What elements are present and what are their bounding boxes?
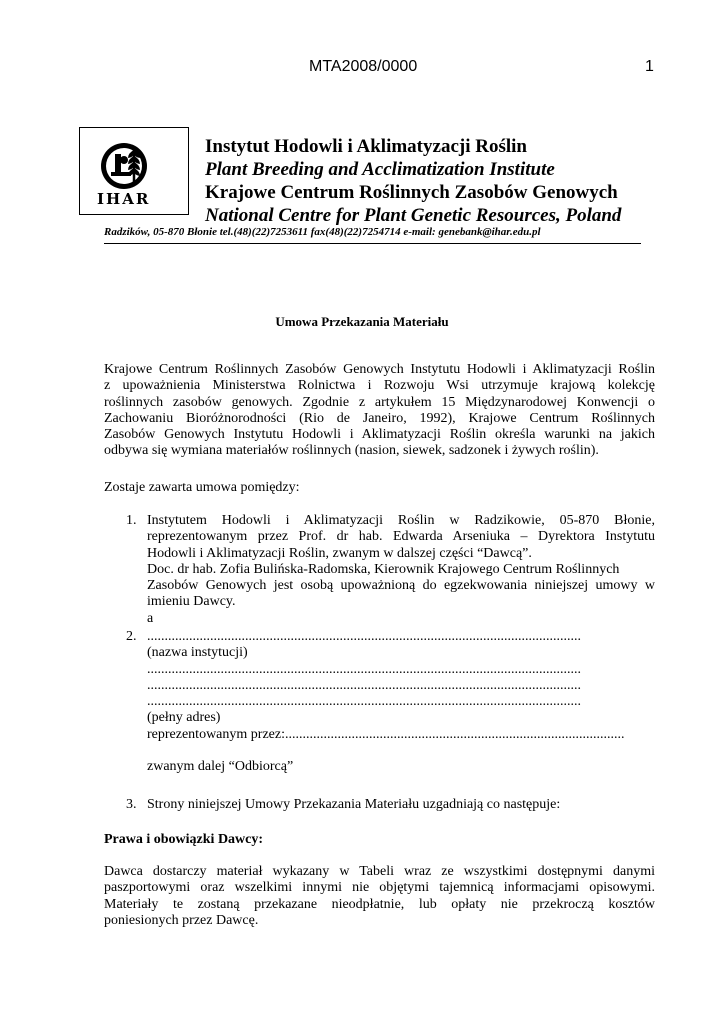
item-number-1: 1. [126,513,137,528]
conjunction: a [147,610,154,626]
address-blank-3: ............................................................................................................................ [147,694,581,710]
text-line: Zachowaniu Bioróżnorodności (Rio de Janeiro, 1992), Krajowe Centrum Roślinnych [104,410,655,426]
text-line: poniesionych przez Dawcę. [104,912,259,928]
intro-paragraph [104,362,655,460]
text-line: Hodowli i Aklimatyzacji Roślin, zwanym w dalszej części “Dawcą”. [147,545,532,561]
document-reference: MTA2008/0000 [309,58,418,75]
wheat-microscope-icon [94,138,176,208]
text-line: Krajowe Centrum Roślinnych Zasobów Genowych Instytutu Hodowli i Aklimatyzacji Roślin [104,362,655,377]
contact-line: Radzików, 05-870 Błonie tel.(48)(22)7253611 fax(48)(22)7254714 e-mail: genebank@ihar.edu.pl [104,226,541,238]
text-line: odbywa się wymiana materiałów roślinnych (nasion, siewek, sadzonek i żywych roślin). [104,443,599,459]
institute-name-en: Plant Breeding and Acclimatization Institute [205,159,555,180]
institution-label: (nazwa instytucji) [147,645,248,661]
centre-name-en: National Centre for Plant Genetic Resources, Poland [205,205,622,226]
text-line: Doc. dr hab. Zofia Bulińska-Radomska, Kierownik Krajowego Centrum Roślinnych [147,561,620,577]
agreement-intro: Zostaje zawarta umowa pomiędzy: [104,480,300,495]
centre-name-pl: Krajowe Centrum Roślinnych Zasobów Genowych [205,182,618,203]
text-line: z upoważnienia Ministerstwa Rolnictwa i Rozwoju Wsi utrzymuje krajową kolekcję [104,378,655,394]
text-line: imieniu Dawcy. [147,594,236,610]
institute-name-pl: Instytut Hodowli i Aklimatyzacji Roślin [205,136,527,157]
recipient-label: zwanym dalej “Odbiorcą” [147,759,294,775]
item-2-text [147,629,655,775]
donor-paragraph [104,864,655,929]
ihar-logo [79,127,189,215]
text-line: Materiały te zostaną przekazane nieodpłatnie, lub opłaty nie przekroczą kosztów [104,896,655,912]
donor-section-heading: Prawa i obowiązki Dawcy: [104,832,264,847]
item-number-2: 2. [126,629,137,644]
text-line: Zasobów Genowych jest osobą upoważnioną do egzekwowania niniejszej umowy w [147,578,655,594]
logo-text: IHAR [97,190,151,208]
document-title: Umowa Przekazania Materiału [275,314,449,329]
page-number: 1 [645,58,654,75]
item-number-3: 3. [126,797,137,812]
address-label: (pełny adres) [147,710,221,726]
text-line: paszportowymi oraz wszelkimi innymi nie objętymi tajemnicą informacjami opisowymi. [104,880,655,896]
institution-name-blank: ............................................................................................................................ [147,629,581,644]
representative-blank: reprezentowanym przez:................................................................................................. [147,726,625,742]
header-divider [104,243,641,244]
text-line: Zasobów Genowych Instytutu Hodowli i Aklimatyzacji Roślin określa warunki na jakich [104,427,655,443]
text-line: Dawca dostarczy materiał wykazany w Tabeli wraz ze wszystkimi dostępnymi danymi [104,864,655,879]
text-line: Instytutem Hodowli i Aklimatyzacji Roślin w Radzikowie, 05-870 Błonie, [147,513,655,528]
text-line: roślinnych zasobów genowych. Zgodnie z artykułem 15 Międzynarodowej Konwencji o [104,394,655,410]
address-blank-1: ............................................................................................................................ [147,661,581,677]
text-line: reprezentowanym przez Prof. dr hab. Edwarda Arseniuka – Dyrektora Instytutu [147,529,655,545]
item-1-text [147,513,655,627]
item-3-text: Strony niniejszej Umowy Przekazania Materiału uzgadniają co następuje: [147,797,561,812]
address-blank-2: ............................................................................................................................ [147,677,581,693]
